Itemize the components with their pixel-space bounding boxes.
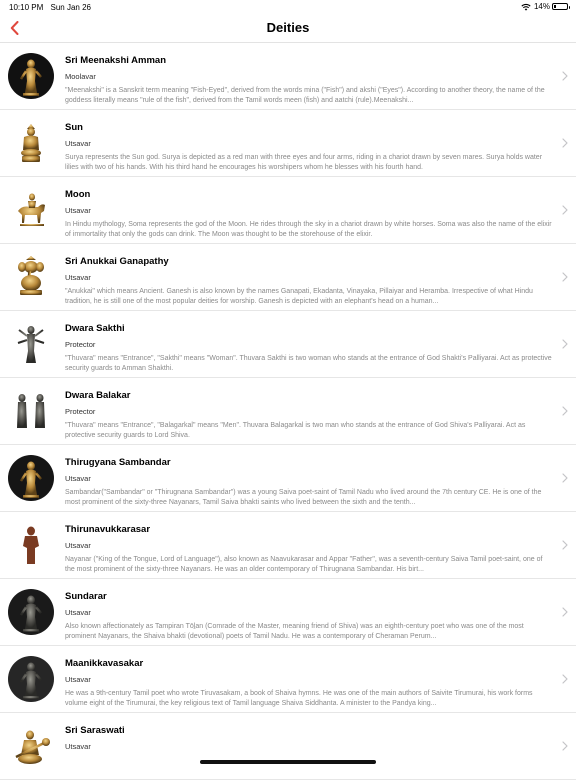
navigation-bar: [0, 14, 576, 43]
deity-row[interactable]: [0, 646, 576, 713]
deity-name: Sundarar: [65, 591, 107, 602]
deity-name: Sri Anukkai Ganapathy: [65, 256, 169, 267]
deity-name: Sri Meenakshi Amman: [65, 55, 167, 66]
deity-name: Moon: [65, 189, 91, 200]
chevron-right-icon: [562, 406, 568, 416]
deity-role: Utsavar: [65, 139, 91, 148]
deity-role: Moolavar: [65, 72, 96, 81]
deity-description: He was a 9th-century Tamil poet who wrote Tiruvasakam, a book of Shaiva hymns. He was one of the main authors of Saivite Tirumurai, his work forms volume eight of the Tirumurai, the key religious text of Tamil language Shaiva Siddhanta. A minister to the Pandya king...: [65, 690, 533, 707]
deity-description: In Hindu mythology, Soma represents the god of the Moon. He rides through the sky in a chariot drawn by white horses. Soma was also the name of the elixir of immortality that only the gods can drink. The Moon was thought to be the storehouse of the elixir.: [65, 221, 552, 238]
deity-thumbnail: [8, 522, 54, 568]
deity-image: [8, 656, 54, 702]
deity-thumbnail: [8, 254, 54, 300]
status-right: [521, 2, 568, 11]
deity-text: [65, 725, 552, 756]
deity-image: [8, 187, 54, 233]
status-date: Sun Jan 26: [50, 3, 91, 12]
deity-image: [8, 254, 54, 300]
deity-description: "Thuvara" means "Entrance", "Balagarkal" means "Men". Thuvara Balagarkal is two man who stands at the entrance of God Shiva's Palliyarai. Act as protective security guards to Lord Shiva.: [65, 422, 526, 439]
deity-text: [65, 591, 552, 641]
status-time: 10:10 PM: [9, 3, 44, 12]
deity-row[interactable]: [0, 378, 576, 445]
deity-thumbnail: [8, 656, 54, 702]
deity-role: Utsavar: [65, 675, 91, 684]
deity-image: [8, 120, 54, 166]
deity-thumbnail: [8, 53, 54, 99]
deity-list: [0, 43, 576, 780]
deity-description: Nayanar ("King of the Tongue, Lord of Language"), also known as Naavukarasar and Appar "Father", was a seventh-century Śaiva Tamil poet-saint, one of the most prominent of the sixty-three Nayanars. He was an older contemporary of Thirugnana Sambandar. His birt...: [65, 556, 543, 573]
deity-row[interactable]: [0, 512, 576, 579]
deity-role: Utsavar: [65, 608, 91, 617]
battery-icon: [552, 3, 568, 10]
deity-image: [8, 522, 54, 568]
deity-role: Utsavar: [65, 742, 91, 751]
chevron-right-icon: [562, 339, 568, 349]
chevron-right-icon: [562, 138, 568, 148]
chevron-right-icon: [562, 473, 568, 483]
deity-text: [65, 323, 552, 373]
deity-description: Also known affectionately as Tampiran Tōḻan (Comrade of the Master, meaning friend of Shiva) was an eighth-century poet who was one of the most prominent Nayanars, the Shaiva bhakti (devotional) poets of Tamil Nadu. He was a contemporary of Cheraman Perum...: [65, 623, 524, 640]
chevron-right-icon: [562, 607, 568, 617]
deity-image: [8, 388, 54, 434]
deity-image: [8, 589, 54, 635]
page-title: Deities: [266, 20, 310, 35]
deity-thumbnail: [8, 321, 54, 367]
deity-name: Thirugyana Sambandar: [65, 457, 171, 468]
deity-image: [8, 723, 54, 769]
deity-thumbnail: [8, 388, 54, 434]
deity-row[interactable]: [0, 311, 576, 378]
deity-description: "Thuvara" means "Entrance", "Sakthi" means "Woman". Thuvara Sakthi is two woman who stands at the entrance of God Shakti's Palliyarai. Act as protective security guards to Amman Shakthi.: [65, 355, 552, 372]
deity-row[interactable]: [0, 177, 576, 244]
status-bar: [0, 0, 576, 14]
battery-fill: [554, 5, 556, 8]
deity-name: Dwara Balakar: [65, 390, 131, 401]
chevron-right-icon: [562, 205, 568, 215]
deity-thumbnail: [8, 120, 54, 166]
deity-role: Utsavar: [65, 273, 91, 282]
deity-name: Sri Saraswati: [65, 725, 125, 736]
chevron-right-icon: [562, 674, 568, 684]
battery-percent: 14%: [533, 2, 550, 11]
deity-text: [65, 256, 552, 306]
deity-row[interactable]: [0, 43, 576, 110]
deity-image: [8, 455, 54, 501]
deity-thumbnail: [8, 723, 54, 769]
deity-text: [65, 55, 552, 105]
deity-name: Sun: [65, 122, 83, 133]
wifi-icon: [521, 3, 531, 11]
chevron-right-icon: [562, 272, 568, 282]
status-left: [9, 3, 96, 12]
deity-text: [65, 524, 552, 574]
deity-description: Sambandar("Sambandar" or "Thirugnana Sambandar") was a young Saiva poet-saint of Tamil Nadu who lived around the 7th century CE. He is one of the most prominent of the sixty-three Nayanars, Tamil Saiva bhakti saints who lived between the sixth and the tenth...: [65, 489, 542, 506]
deity-row[interactable]: [0, 713, 576, 780]
deity-thumbnail: [8, 187, 54, 233]
deity-text: [65, 390, 552, 440]
chevron-right-icon: [562, 741, 568, 751]
deity-thumbnail: [8, 589, 54, 635]
deity-image: [8, 53, 54, 99]
deity-description: "Meenakshi" is a Sanskrit term meaning "Fish-Eyed", derived from the words mina ("Fish") and akshi ("Eyes"). According to another theory, the name of the goddess literally means "rule of the fish", derived from the Tamil words meen (fish) and aatchi (rule).Meenakshi...: [65, 87, 545, 104]
deity-row[interactable]: [0, 110, 576, 177]
home-indicator: [200, 760, 376, 764]
deity-row[interactable]: [0, 579, 576, 646]
deity-role: Protector: [65, 407, 96, 416]
deity-name: Thirunavukkarasar: [65, 524, 151, 535]
chevron-right-icon: [562, 71, 568, 81]
deity-description: "Anukkai" which means Ancient. Ganesh is also known by the names Ganapati, Ekadanta, Vinayaka, Pillaiyar and Heramba. Irrespective of what Hindu tradition, he is still one of the most popular deities for worship. Ganesh is depicted with an elephant's head on a human...: [65, 288, 533, 305]
deity-text: [65, 189, 552, 239]
deity-row[interactable]: [0, 244, 576, 311]
deity-text: [65, 658, 552, 708]
deity-row[interactable]: [0, 445, 576, 512]
deity-role: Utsavar: [65, 474, 91, 483]
chevron-right-icon: [562, 540, 568, 550]
deity-image: [8, 321, 54, 367]
deity-text: [65, 457, 552, 507]
deity-description: Surya represents the Sun god. Surya is depicted as a red man with three eyes and four arms, riding in a chariot drawn by seven mares. Surya holds water lilies with two of his hands. With his third hand he encourages his worshipers whom he blesses with his fourth hand.: [65, 154, 543, 171]
deity-text: [65, 122, 552, 172]
deity-thumbnail: [8, 455, 54, 501]
deity-role: Utsavar: [65, 541, 91, 550]
deity-role: Utsavar: [65, 206, 91, 215]
deity-name: Maanikkavasakar: [65, 658, 144, 669]
deity-role: Protector: [65, 340, 96, 349]
deity-name: Dwara Sakthi: [65, 323, 125, 334]
